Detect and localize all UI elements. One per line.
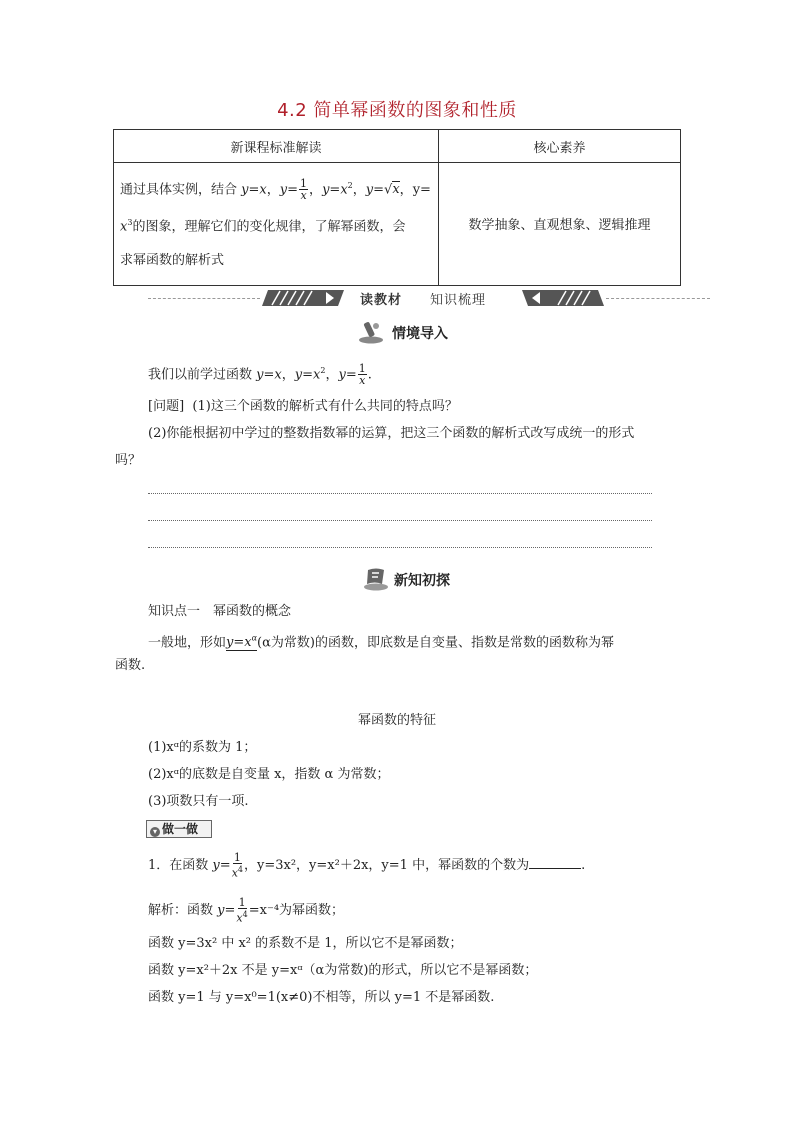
standard-line-2: $x^3$的图象，理解它们的变化规律，了解幂函数，会 [120,218,406,235]
intro-line: 我们以前学过函数 y=x，$y=x^2$，y= $\frac{1}{x}$ . [148,362,372,388]
answer-blank[interactable] [529,856,581,869]
question-2a: (2)你能根据初中学过的整数指数幂的运算，把这三个函数的解析式改写成统一的形式 [148,426,635,441]
banner-left-ribbon-icon [258,288,348,308]
microscope-icon [358,318,388,344]
answer-line-3 [148,547,652,548]
standard-line-3: 求幂函数的解析式 [120,252,225,268]
section-heading-scenario: 情境导入 [392,326,448,342]
feature-title: 幂函数的特征 [357,713,436,728]
section-heading-new-knowledge: 新知初探 [394,573,450,589]
banner-right-dash [606,298,710,299]
definition-line-1: 一般地，形如$y=x^\alpha(\alpha$为常数)的函数，即底数是自变量、指数是常数的函数称为幂 [148,634,614,651]
solution-line-4: 函数 y=1 与 y=x⁰=1(x≠0)不相等，所以 y=1 不是幂函数. [148,990,495,1005]
table-cell-literacy: 数学抽象、直观想象、逻辑推理 [439,163,681,286]
table-header-standard: 新课程标准解读 [114,130,439,163]
table-header-literacy: 核心素养 [439,130,681,163]
solution-line-3: 函数 y=x²＋2x 不是 y=xᵅ（α为常数)的形式，所以它不是幂函数； [148,963,538,978]
question-1: [问题] (1)这三个函数的解析式有什么共同的特点吗？ [148,399,458,414]
chevron-down-icon: ▾ [150,827,160,837]
page-title: 4.2 简单幂函数的图象和性质 [277,100,517,121]
standard-line-1: 通过具体实例，结合 y=x，y= $\frac{1}{x}$ ，$y=x^2$，y=√x，y= [120,177,431,203]
banner-label-knowledge: 知识梳理 [430,293,487,308]
definition-line-2: 函数. [115,658,146,673]
question-2b: 吗？ [115,453,142,468]
banner-label-read: 读教材 [360,293,403,308]
banner-right-ribbon-icon [518,288,608,308]
banner-left-dash [148,298,260,299]
exercise-question-1: 1．在函数 y= $\frac{1}{x^4}$ ，y=3x²，y=x²＋2x，y=1 中，幂函数的个数为 . [148,851,586,880]
answer-line-1 [148,493,652,494]
feature-1: (1)xᵅ的系数为 1； [148,740,257,755]
answer-line-2 [148,520,652,521]
solution-line-2: 函数 y=3x² 中 x² 的系数不是 1，所以它不是幂函数； [148,936,463,951]
knowledge-point-title: 知识点一 幂函数的概念 [148,604,292,619]
solution-line-1: 解析：函数 y= $\frac{1}{x^4}$ =x⁻⁴为幂函数； [148,896,345,925]
feature-3: (3)项数只有一项. [148,794,249,809]
table-cell-standard [114,163,439,286]
curriculum-table [113,129,681,286]
feature-2: (2)xᵅ的底数是自变量 x，指数 α 为常数； [148,767,390,782]
book-icon [362,565,390,591]
try-it-badge: ▾ 做一做 [146,820,212,838]
